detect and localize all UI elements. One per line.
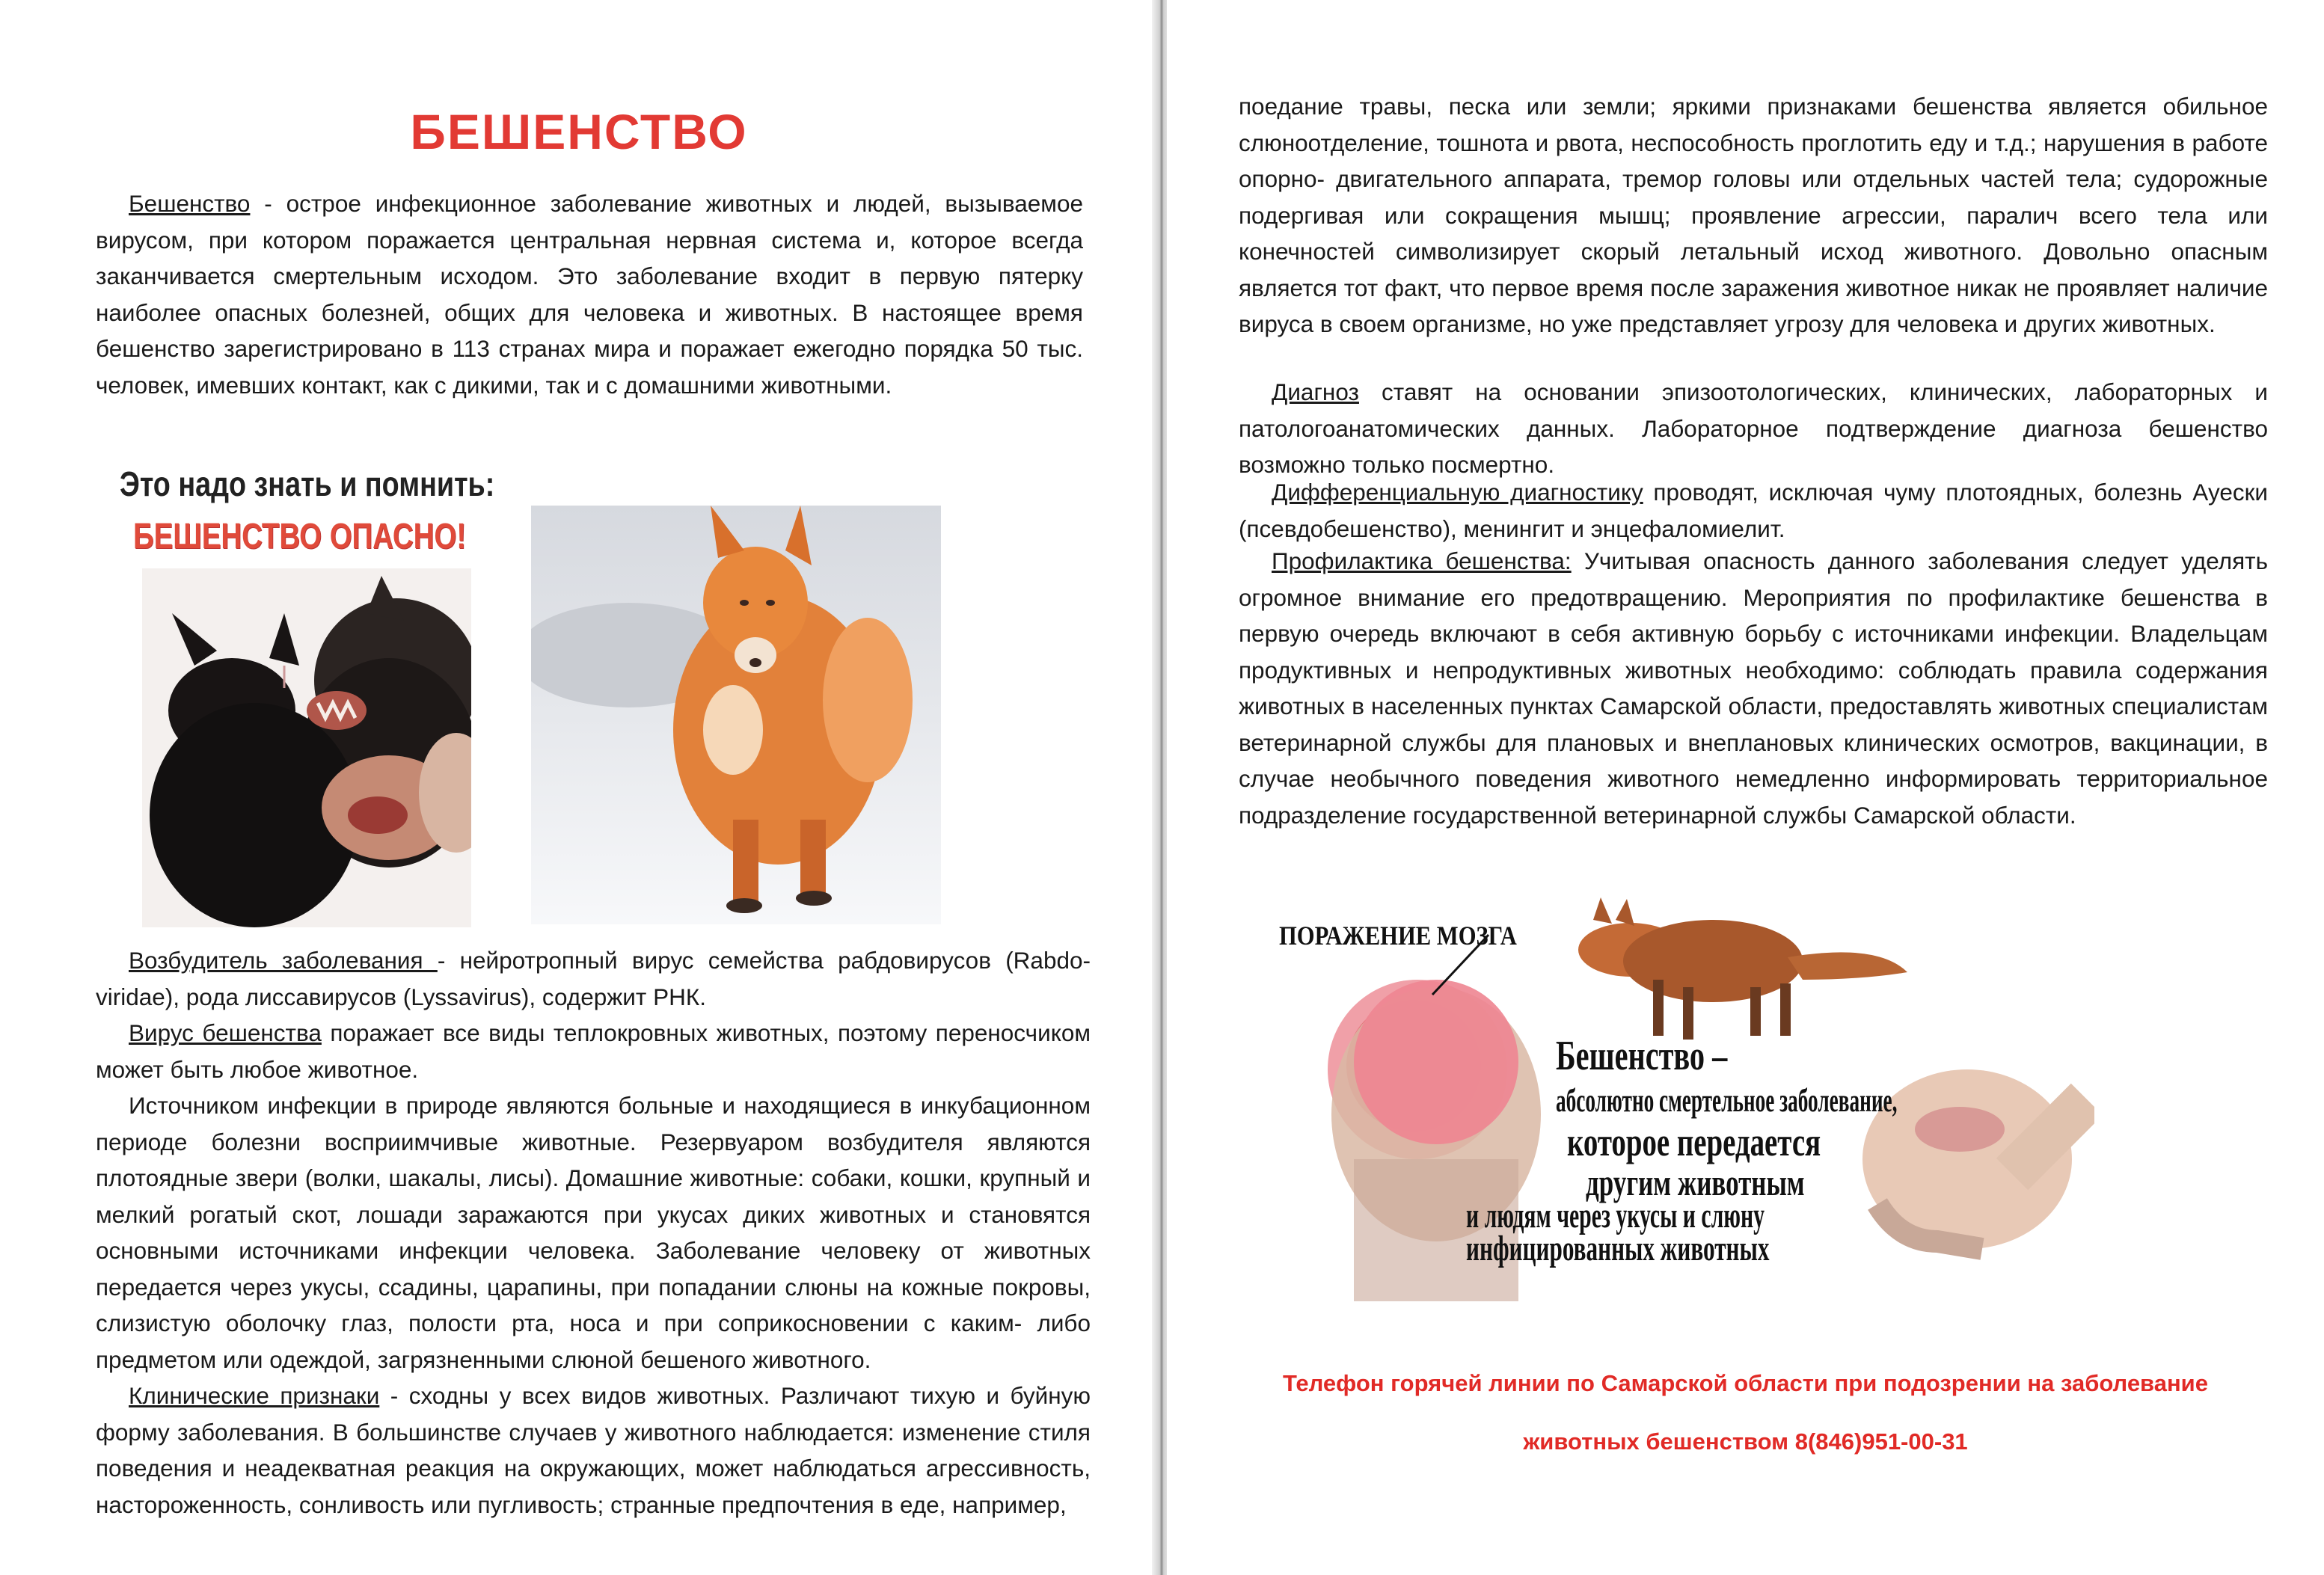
warning-headline: БЕШЕНСТВО ОПАСНО!: [133, 517, 467, 556]
clinical-term: Клинические признаки: [129, 1382, 380, 1409]
differential-term: Дифференциальную диагностику: [1272, 479, 1643, 506]
poster-line-1: абсолютно смертельное заболевание,: [1556, 1082, 1898, 1119]
dogs-photo: [142, 568, 471, 927]
page-title: БЕШЕНСТВО: [410, 104, 748, 159]
left-page: [0, 0, 1158, 1575]
sources-paragraph: Источником инфекции в природе являются больные и находящиеся в инкубационном периоде болезни восприимчивые животные. Резервуаром возбудителя являются плотоядные звери (волки, шакалы, лисы). Домашние животные: собаки, кошки, крупный и мелкий рогатый скот, лошади заражаются при укусах диких животных и становятся основными источниками инфекции человека. Заболевание человеку от животных передается через укусы, ссадины, царапины, при попадании слюны на кожные покровы, слизистую оболочку глаз, полости рта, носа и при соприкосновении с каким- либо предметом или одеждой, загрязненными слюной бешеного животного.: [96, 1092, 1091, 1373]
differential-text: проводят, исключая чуму плотоядных, болезнь Ауески (псевдобешенство), менингит и энцефаломиелит.: [1239, 479, 2269, 542]
hotline-line-1: Телефон горячей линии по Самарской области при подозрении на заболевание: [1283, 1370, 2208, 1396]
diagnosis-term: Диагноз: [1272, 378, 1359, 405]
hotline-line-2: животных бешенством 8(846)951-00-31: [1523, 1428, 1968, 1455]
prevention-text: Учитывая опасность данного заболевания следует уделять огромное внимание его предотвращению. Мероприятия по профилактике бешенства в первую очередь включают в себя активную борьбу с источниками инфекции. Владельцам продуктивных и непродуктивных животных необходимо: соблюдать правила содержания животных в населенных пунктах Самарской области, предоставлять животных специалистам ветеринарной службы для плановых и внеплановых клинических осмотров, вакцинации, в случае необычного поведения животного немедленно информировать территориальное подразделение государственной ветеринарной службы Самарской области.: [1239, 547, 2268, 829]
differential-paragraph: [1239, 474, 2268, 547]
poster-line-5: инфицированных животных: [1466, 1229, 1770, 1268]
brain-damage-label: ПОРАЖЕНИЕ МОЗГА: [1279, 921, 1517, 951]
pathogen-paragraph: [96, 942, 1091, 1015]
pathogen-term: Возбудитель заболевания: [129, 947, 438, 974]
intro-text: - острое инфекционное заболевание животных и людей, вызываемое вирусом, при котором поражается центральная нервная система и, которое всегда заканчивается смертельным исходом. Это заболевание входит в первую пятерку наиболее опасных болезней, общих для человека и животных. В настоящее время бешенство зарегистрировано в 113 странах мира и поражает ежегодно порядка 50 тыс. человек, имевших контакт, как с дикими, так и с домашними животными.: [96, 190, 1083, 399]
right-page: [1167, 0, 2324, 1575]
diagnosis-text: ставят на основании эпизоотологических, клинических, лабораторных и патологоанатомических данных. Лабораторное подтверждение диагноза бешенство возможно только посмертно.: [1239, 378, 2268, 478]
prevention-paragraph: [1239, 543, 2268, 833]
virus-term: Вирус бешенства: [129, 1019, 322, 1046]
virus-text: поражает все виды теплокровных животных, поэтому переносчиком может быть любое животное.: [96, 1019, 1091, 1083]
intro-term: Бешенство: [129, 190, 251, 217]
poster-line-3: другим животным: [1586, 1161, 1805, 1203]
fox-photo: [531, 506, 941, 924]
poster-line-2: которое передается: [1567, 1120, 1821, 1164]
virus-paragraph: [96, 1015, 1091, 1087]
diagnosis-paragraph: [1239, 374, 2268, 483]
prevention-term: Профилактика бешенства:: [1272, 547, 1572, 574]
poster-heading: Бешенство –: [1556, 1033, 1728, 1079]
continuation-paragraph: поедание травы, песка или земли; яркими признаками бешенства является обильное слюноотделение, тошнота и рвота, неспособность проглотить еду и т.д.; нарушения в работе опорно- двигательного аппарата, тремор головы или отдельных частей тела; судорожные подергивая или сокращения мышц; проявление агрессии, паралич всего тела или конечностей символизирует скорый летальный исход животного. Довольно опасным является тот факт, что первое время после заражения животное никак не проявляет наличие вируса в своем организме, но уже представляет угрозу для человека и других животных.: [1239, 93, 2268, 337]
poster-line-4: и людям через укусы и слюну: [1466, 1196, 1765, 1235]
intro-paragraph: [96, 185, 1083, 403]
clinical-paragraph: [96, 1378, 1091, 1523]
warning-caption: Это надо знать и помнить:: [120, 464, 495, 503]
pathogen-text: - нейротропный вирус семейства рабдовирусов (Rabdo-viridae), рода лиссавирусов (Lyssavirus), содержит РНК.: [96, 947, 1091, 1010]
clinical-text: - сходны у всех видов животных. Различают тихую и буйную форму заболевания. В большинстве случаев у животного наблюдается: изменение стиля поведения и неадекватная реакция на окружающих, может наблюдаться агрессивность, настороженность, сонливость или пугливость; странные предпочтения в еде, например,: [96, 1382, 1091, 1518]
